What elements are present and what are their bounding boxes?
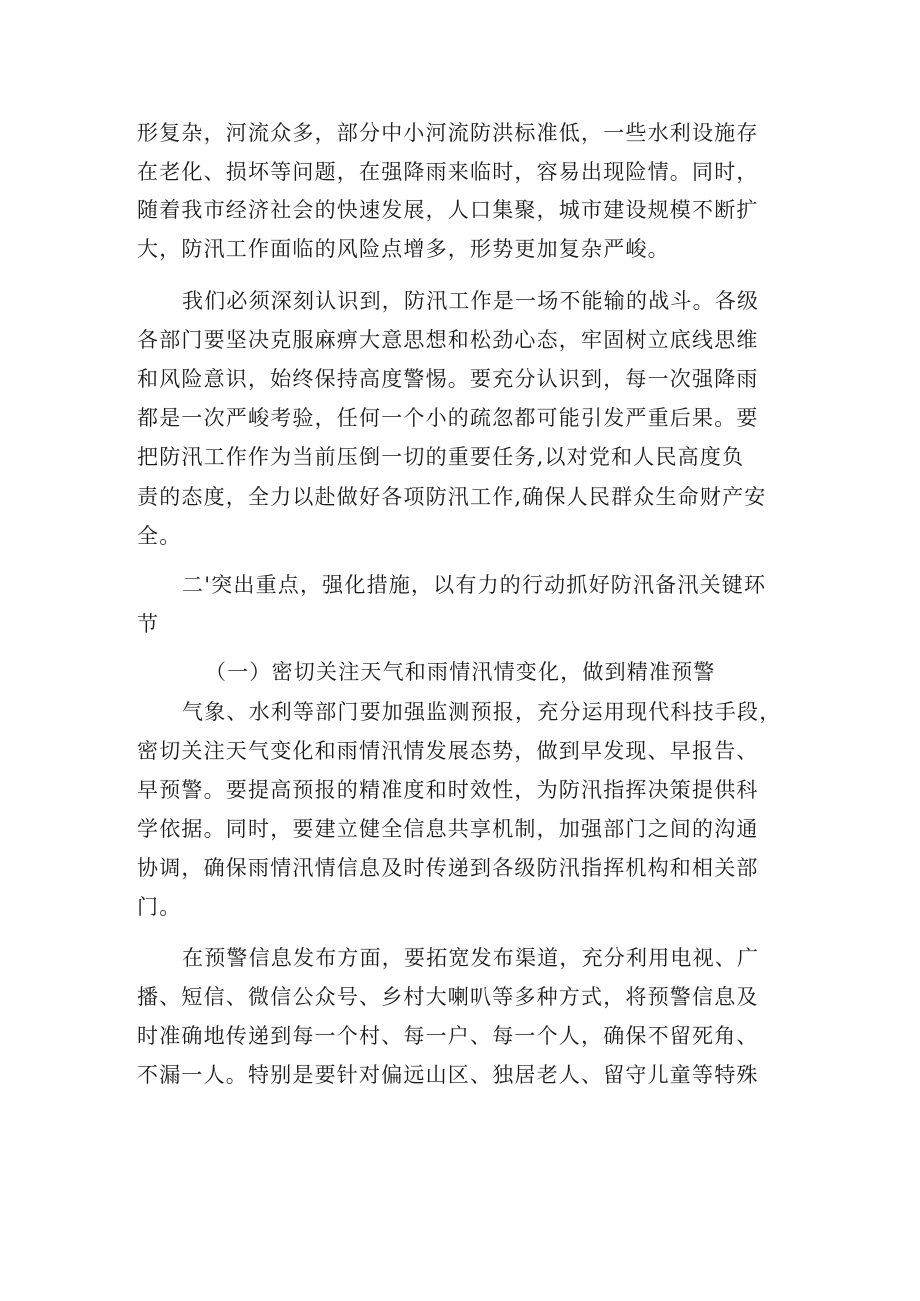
- text-line: 全。: [137, 524, 182, 548]
- text-line: 门。: [137, 895, 182, 919]
- text-line: 在老化、损坏等问题，在强降雨来临时，容易出现险情。同时，: [137, 160, 759, 184]
- text-line: 在预警信息发布方面，要拓宽发布渠道，充分利用电视、广: [182, 946, 760, 970]
- section-heading: 二'突出重点，强化措施，以有力的行动抓好防汛备汛关键环: [182, 573, 767, 597]
- text-line: 不漏一人。特别是要针对偏远山区、独居老人、留守儿童等特殊: [137, 1063, 759, 1087]
- text-line: 各部门要坚决克服麻痹大意思想和松劲心态，牢固树立底线思维: [137, 328, 759, 352]
- section-heading: 节: [137, 612, 160, 636]
- text-line: 随着我市经济社会的快速发展，人口集聚，城市建设规模不断扩: [137, 198, 759, 222]
- text-line: 和风险意识，始终保持高度警惕。要充分认识到，每一次强降雨: [137, 367, 759, 391]
- text-line: 时准确地传递到每一个村、每一户、每一个人，确保不留死角、: [137, 1024, 759, 1048]
- text-line: 协调，确保雨情汛情信息及时传递到各级防汛指挥机构和相关部: [137, 856, 759, 880]
- text-line: 把防汛工作作为当前压倒一切的重要任务,以对党和人民高度负: [137, 445, 745, 469]
- text-line: 大，防汛工作面临的风险点增多，形势更加复杂严峻。: [137, 237, 670, 261]
- text-line: 都是一次严峻考验，任何一个小的疏忽都可能引发严重后果。要: [137, 406, 759, 430]
- text-line: 形复杂，河流众多，部分中小河流防洪标准低，一些水利设施存: [137, 121, 759, 145]
- text-line: 播、短信、微信公众号、乡村大喇叭等多种方式，将预警信息及: [137, 985, 759, 1009]
- text-line: 密切关注天气变化和雨情汛情发展态势，做到早发现、早报告、: [137, 739, 759, 763]
- subsection-heading: （一）密切关注天气和雨情汛情变化，做到精准预警: [205, 660, 716, 684]
- text-line: 早预警。要提高预报的精准度和时效性，为防汛指挥决策提供科: [137, 778, 759, 802]
- text-line: 责的态度，全力以赴做好各项防汛工作,确保人民群众生命财产安: [137, 485, 767, 509]
- text-line: 我们必须深刻认识到，防汛工作是一场不能输的战斗。各级: [182, 289, 760, 313]
- text-line: 气象、水利等部门要加强监测预报，充分运用现代科技手段，: [182, 700, 782, 724]
- text-line: 学依据。同时，要建立健全信息共享机制，加强部门之间的沟通: [137, 817, 759, 841]
